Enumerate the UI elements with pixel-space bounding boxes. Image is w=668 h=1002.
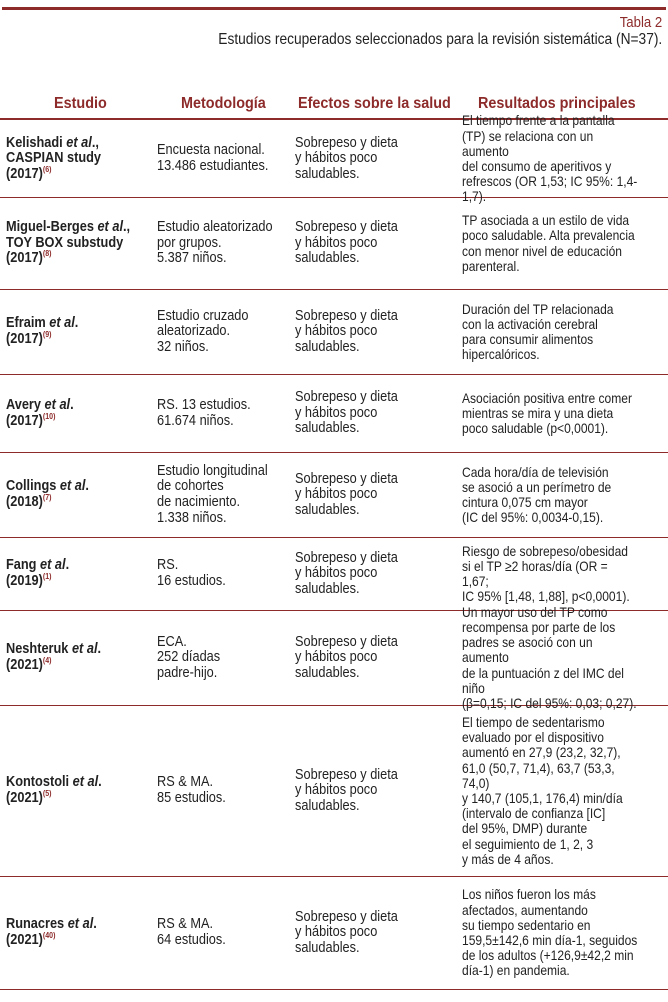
study-ref: (4) [42,656,52,666]
study-etal: et al [97,219,123,236]
effects-cell [295,121,460,197]
effects-cell [295,611,460,705]
study-author: Neshteruk [6,641,72,658]
results-text: Duración del TP relacionada con la activación cerebral para consumir alimentos hipercalóricos. [462,300,614,363]
methodology-cell [157,453,292,537]
study-cell [6,198,151,289]
methodology-text: Encuesta nacional. 13.486 estudiantes. [157,142,269,174]
study-year: ., CASPIAN study (2017) [6,134,102,182]
effects-cell [295,538,460,610]
header-metodologia: Metodología [181,95,266,112]
methodology-cell [157,877,292,989]
study-year: . (2017) [6,396,74,429]
table-row [0,877,668,990]
study-ref: (5) [42,789,52,799]
results-text: Los niños fueron los más afectados, aumentando su tiempo sedentario en 159,5±142,6 min día-1, seguidos de los adultos (+126,9±42,2 min día-1) en pandemia. [462,886,638,979]
results-cell [462,538,666,610]
table-row [0,198,668,290]
study-ref: (8) [42,249,52,259]
study-etal: et al [66,134,92,151]
effects-text: Sobrepeso y dieta y hábitos poco saludables. [295,470,398,518]
study-cell [6,121,151,197]
results-cell [462,603,666,712]
header-efectos: Efectos sobre la salud [298,95,451,112]
table-caption [146,14,662,49]
study-year: . (2018) [6,478,89,510]
results-text: Asociación positiva entre comer mientras se mira y una dieta poco saludable (p<0,0001). [462,389,632,437]
study-author: Kontostoli [6,774,73,791]
results-text: El tiempo frente a la pantalla (TP) se relaciona con un aumento del consumo de aperitivos y refrescos (OR 1,53; IC 95%: 1,4-1,7). [462,112,638,205]
study-author: Fang [6,557,41,574]
methodology-text: RS. 13 estudios. 61.674 niños. [157,396,251,429]
results-cell [462,877,666,989]
methodology-cell [157,290,292,374]
table-row [0,112,668,205]
study-cell [6,290,151,374]
study-etal: et al [67,916,94,933]
study-author: Kelishadi [6,134,67,151]
table-title: Estudios recuperados seleccionados para la revisión sistemática (N=37). [218,31,662,48]
results-cell [462,453,666,537]
study-cell [6,877,151,989]
methodology-cell [157,375,292,452]
results-text: TP asociada a un estilo de vida poco saludable. Alta prevalencia con menor nivel de educación parenteral. [462,212,635,274]
table-label: Tabla 2 [619,14,662,31]
results-cell [462,290,666,374]
effects-cell [295,198,460,289]
effects-text: Sobrepeso y dieta y hábitos poco saludables. [295,134,398,182]
methodology-text: ECA. 252 díadas padre-hijo. [157,633,221,681]
results-cell [462,112,666,205]
effects-text: Sobrepeso y dieta y hábitos poco saludables. [295,549,398,597]
results-cell [462,198,666,289]
effects-cell [295,375,460,452]
methodology-text: Estudio cruzado aleatorizado. 32 niños. [157,307,249,355]
study-year: . (2017) [6,315,79,347]
methodology-cell [157,611,292,705]
effects-cell [295,290,460,374]
effects-text: Sobrepeso y dieta y hábitos poco saludables. [295,219,398,267]
methodology-cell [157,198,292,289]
table-row [0,538,668,611]
methodology-cell [157,538,292,610]
table-row [0,603,668,712]
header-estudio: Estudio [54,95,107,112]
results-text: El tiempo de sedentarismo evaluado por el dispositivo aumentó en 27,9 (23,2, 32,7), 61,0 (50,7, 71,4), 63,7 (53,3, 74,0) y 140,7 (105,1, 176,4) min/día (intervalo de confianza [IC] del 95%, DMP) durante el seguimiento de 1, 2, 3 y más de 4 años. [462,713,623,867]
methodology-cell [157,121,292,197]
study-author: Collings [6,478,60,495]
study-etal: et al [49,315,75,332]
study-cell [6,375,151,452]
study-cell [6,611,151,705]
top-rule [2,7,666,10]
results-cell [462,706,666,876]
table-row [0,453,668,538]
results-text: Cada hora/día de televisión se asoció a un perímetro de cintura 0,075 cm mayor (IC del 95%: 0,0034-0,15). [462,463,612,526]
effects-cell [295,706,460,876]
study-etal: et al [59,478,86,495]
study-year: . (2021) [6,774,102,806]
study-year: . (2021) [6,916,97,948]
study-author: Efraim [6,315,50,332]
effects-text: Sobrepeso y dieta y hábitos poco saludables. [295,389,398,437]
methodology-text: RS. 16 estudios. [157,557,226,589]
effects-text: Sobrepeso y dieta y hábitos poco saludables. [295,766,398,814]
methodology-text: Estudio aleatorizado por grupos. 5.387 niños. [157,219,273,267]
study-ref: (1) [42,572,52,582]
study-cell [6,538,151,610]
study-ref: (6) [42,164,52,174]
study-ref: (7) [42,493,52,503]
effects-text: Sobrepeso y dieta y hábitos poco saludables. [295,908,398,956]
study-cell [6,453,151,537]
table-row [0,375,668,453]
study-year: . (2021) [6,641,102,673]
header-resultados: Resultados principales [478,95,636,112]
methodology-text: RS & MA. 64 estudios. [157,916,226,948]
effects-cell [295,453,460,537]
study-cell [6,706,151,876]
table-row [0,290,668,375]
results-text: Un mayor uso del TP como recompensa por parte de los padres se asoció con un aumento de la puntuación z del IMC del niño (β=0,15; IC del 95%: 0,03; 0,27). [462,603,637,712]
results-text: Riesgo de sobrepeso/obesidad si el TP ≥2 horas/día (OR = 1,67; IC 95% [1,48, 1,88], p<0,0001). [462,542,630,605]
study-author: Miguel-Berges [6,219,98,236]
effects-text: Sobrepeso y dieta y hábitos poco saludables. [295,307,398,355]
study-year: . (2019) [6,557,70,589]
study-ref: (40) [42,931,56,941]
study-etal: et al [71,641,98,658]
study-author: Avery [6,396,45,413]
study-ref: (9) [42,330,52,340]
effects-cell [295,877,460,989]
methodology-text: RS & MA. 85 estudios. [157,774,226,806]
methodology-cell [157,706,292,876]
study-author: Runacres [6,916,68,933]
methodology-text: Estudio longitudinal de cohortes de nacimiento. 1.338 niños. [157,462,268,526]
results-cell [462,375,666,452]
effects-text: Sobrepeso y dieta y hábitos poco saludables. [295,633,398,681]
study-etal: et al [44,396,71,413]
study-etal: et al [40,557,66,574]
study-etal: et al [72,774,99,791]
table-row [0,706,668,877]
study-ref: (10) [42,411,56,421]
study-year: ., TOY BOX substudy (2017) [6,219,131,267]
